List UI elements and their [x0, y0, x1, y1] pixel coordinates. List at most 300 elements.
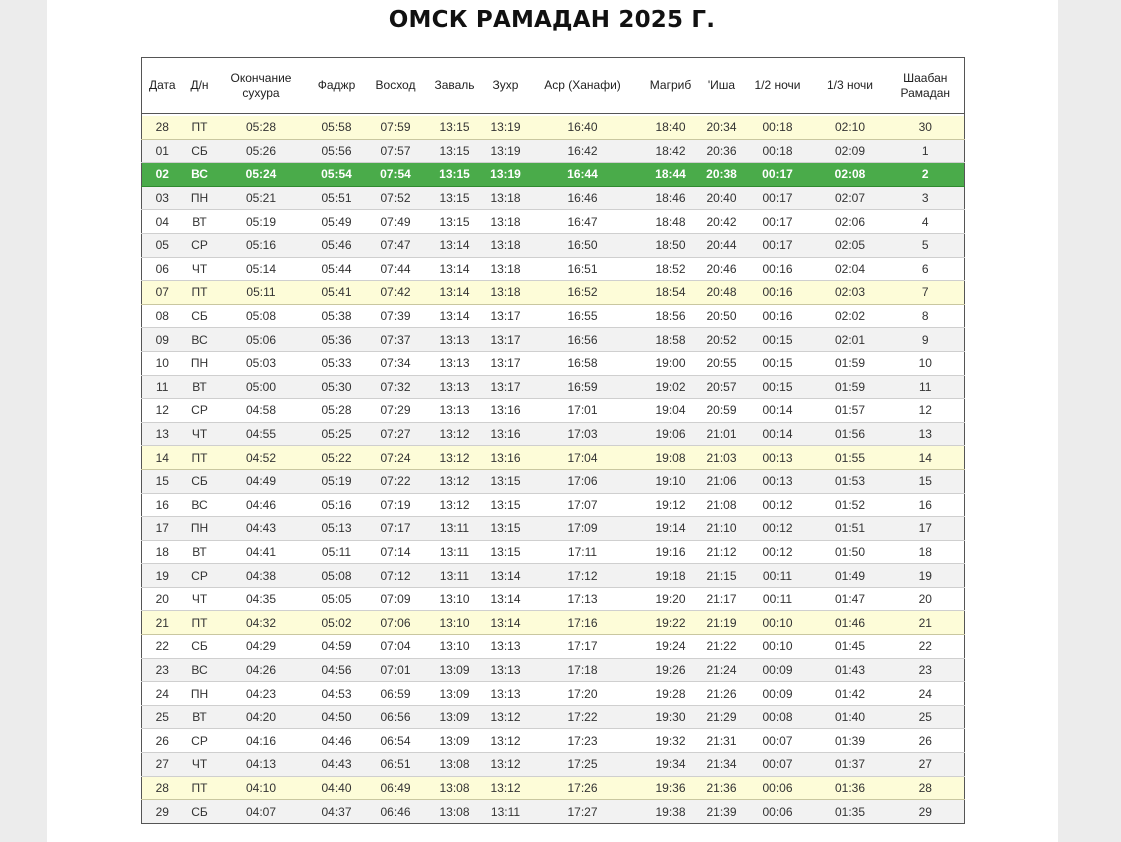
cell-half-night: 00:10 — [742, 611, 814, 635]
cell-fajr: 05:30 — [306, 375, 368, 399]
cell-asr: 17:12 — [526, 564, 640, 588]
cell-weekday: ВТ — [183, 375, 217, 399]
cell-half-night: 00:09 — [742, 658, 814, 682]
cell-weekday: СБ — [183, 139, 217, 163]
cell-isha: 21:17 — [702, 587, 742, 611]
cell-fajr: 04:46 — [306, 729, 368, 753]
cell-fajr: 04:43 — [306, 753, 368, 777]
cell-maghrib: 19:04 — [640, 399, 702, 423]
cell-sunrise: 07:49 — [368, 210, 424, 234]
header-row — [142, 58, 965, 114]
cell-date: 02 — [142, 163, 183, 187]
cell-sunrise: 07:39 — [368, 304, 424, 328]
cell-third-night: 02:08 — [814, 163, 887, 187]
table-row — [142, 446, 965, 470]
cell-maghrib: 18:40 — [640, 116, 702, 139]
cell-isha: 20:52 — [702, 328, 742, 352]
cell-fajr: 04:37 — [306, 800, 368, 824]
cell-half-night: 00:17 — [742, 210, 814, 234]
cell-maghrib: 19:12 — [640, 493, 702, 517]
cell-asr: 16:47 — [526, 210, 640, 234]
cell-date: 26 — [142, 729, 183, 753]
cell-weekday: ВС — [183, 328, 217, 352]
cell-zuhr: 13:18 — [486, 186, 526, 210]
cell-sunrise: 07:34 — [368, 351, 424, 375]
cell-maghrib: 18:52 — [640, 257, 702, 281]
cell-weekday: ВС — [183, 658, 217, 682]
cell-suhur-end: 04:26 — [217, 658, 306, 682]
cell-weekday: ПН — [183, 351, 217, 375]
table-row — [142, 705, 965, 729]
cell-sunrise: 06:46 — [368, 800, 424, 824]
cell-hijri-day: 1 — [887, 139, 965, 163]
cell-half-night: 00:15 — [742, 328, 814, 352]
cell-weekday: ЧТ — [183, 422, 217, 446]
cell-suhur-end: 04:35 — [217, 587, 306, 611]
cell-hijri-day: 24 — [887, 682, 965, 706]
cell-date: 12 — [142, 399, 183, 423]
cell-suhur-end: 05:00 — [217, 375, 306, 399]
cell-zuhr: 13:12 — [486, 729, 526, 753]
cell-zuhr: 13:17 — [486, 304, 526, 328]
cell-isha: 21:24 — [702, 658, 742, 682]
table-row — [142, 753, 965, 777]
header-zuhr: Зухр — [486, 58, 526, 114]
cell-fajr: 05:08 — [306, 564, 368, 588]
cell-maghrib: 19:18 — [640, 564, 702, 588]
cell-suhur-end: 05:06 — [217, 328, 306, 352]
cell-asr: 16:46 — [526, 186, 640, 210]
cell-zawal: 13:11 — [424, 540, 486, 564]
cell-weekday: СБ — [183, 635, 217, 659]
cell-asr: 17:27 — [526, 800, 640, 824]
cell-isha: 21:34 — [702, 753, 742, 777]
cell-zawal: 13:12 — [424, 446, 486, 470]
cell-hijri-day: 3 — [887, 186, 965, 210]
table-row — [142, 399, 965, 423]
cell-asr: 17:03 — [526, 422, 640, 446]
cell-asr: 17:20 — [526, 682, 640, 706]
cell-isha: 21:10 — [702, 517, 742, 541]
cell-zawal: 13:14 — [424, 233, 486, 257]
cell-fajr: 05:44 — [306, 257, 368, 281]
cell-third-night: 01:51 — [814, 517, 887, 541]
cell-maghrib: 19:20 — [640, 587, 702, 611]
cell-sunrise: 07:09 — [368, 587, 424, 611]
cell-hijri-day: 26 — [887, 729, 965, 753]
cell-fajr: 04:56 — [306, 658, 368, 682]
cell-half-night: 00:12 — [742, 517, 814, 541]
cell-sunrise: 07:44 — [368, 257, 424, 281]
cell-half-night: 00:12 — [742, 493, 814, 517]
cell-third-night: 02:02 — [814, 304, 887, 328]
cell-date: 18 — [142, 540, 183, 564]
cell-isha: 21:01 — [702, 422, 742, 446]
cell-hijri-day: 14 — [887, 446, 965, 470]
header-fajr: Фаджр — [306, 58, 368, 114]
cell-asr: 16:44 — [526, 163, 640, 187]
cell-isha: 20:34 — [702, 116, 742, 139]
cell-suhur-end: 05:26 — [217, 139, 306, 163]
cell-maghrib: 18:56 — [640, 304, 702, 328]
cell-hijri-day: 12 — [887, 399, 965, 423]
cell-date: 05 — [142, 233, 183, 257]
header-third-night: 1/3 ночи — [814, 58, 887, 114]
cell-date: 09 — [142, 328, 183, 352]
cell-hijri-day: 10 — [887, 351, 965, 375]
cell-zawal: 13:15 — [424, 186, 486, 210]
cell-weekday: ПТ — [183, 611, 217, 635]
cell-third-night: 01:50 — [814, 540, 887, 564]
cell-half-night: 00:18 — [742, 139, 814, 163]
cell-third-night: 01:59 — [814, 375, 887, 399]
cell-asr: 16:55 — [526, 304, 640, 328]
cell-date: 29 — [142, 800, 183, 824]
cell-date: 01 — [142, 139, 183, 163]
table-row-today — [142, 163, 965, 187]
cell-isha: 20:59 — [702, 399, 742, 423]
table-row — [142, 493, 965, 517]
cell-third-night: 01:45 — [814, 635, 887, 659]
cell-zawal: 13:10 — [424, 587, 486, 611]
cell-suhur-end: 05:19 — [217, 210, 306, 234]
cell-fajr: 05:49 — [306, 210, 368, 234]
cell-asr: 17:26 — [526, 776, 640, 800]
header-half-night: 1/2 ночи — [742, 58, 814, 114]
cell-weekday: ЧТ — [183, 257, 217, 281]
cell-suhur-end: 04:49 — [217, 469, 306, 493]
cell-zuhr: 13:19 — [486, 116, 526, 139]
cell-zawal: 13:11 — [424, 517, 486, 541]
cell-asr: 16:50 — [526, 233, 640, 257]
cell-zawal: 13:08 — [424, 753, 486, 777]
cell-zuhr: 13:18 — [486, 281, 526, 305]
cell-date: 08 — [142, 304, 183, 328]
cell-zuhr: 13:19 — [486, 139, 526, 163]
cell-maghrib: 19:32 — [640, 729, 702, 753]
cell-half-night: 00:10 — [742, 635, 814, 659]
cell-date: 21 — [142, 611, 183, 635]
cell-weekday: СР — [183, 564, 217, 588]
cell-asr: 17:13 — [526, 587, 640, 611]
header-maghrib: Магриб — [640, 58, 702, 114]
cell-weekday: ПТ — [183, 281, 217, 305]
table-row — [142, 776, 965, 800]
table-row — [142, 210, 965, 234]
cell-date: 11 — [142, 375, 183, 399]
cell-weekday: ЧТ — [183, 587, 217, 611]
cell-weekday: ВТ — [183, 705, 217, 729]
cell-suhur-end: 04:10 — [217, 776, 306, 800]
cell-suhur-end: 05:03 — [217, 351, 306, 375]
cell-maghrib: 19:36 — [640, 776, 702, 800]
cell-date: 25 — [142, 705, 183, 729]
cell-sunrise: 07:22 — [368, 469, 424, 493]
cell-half-night: 00:13 — [742, 469, 814, 493]
cell-maghrib: 19:24 — [640, 635, 702, 659]
cell-maghrib: 18:50 — [640, 233, 702, 257]
cell-asr: 17:01 — [526, 399, 640, 423]
cell-sunrise: 06:54 — [368, 729, 424, 753]
cell-half-night: 00:11 — [742, 587, 814, 611]
cell-fajr: 05:28 — [306, 399, 368, 423]
cell-half-night: 00:07 — [742, 729, 814, 753]
cell-third-night: 01:42 — [814, 682, 887, 706]
cell-suhur-end: 05:16 — [217, 233, 306, 257]
cell-maghrib: 19:06 — [640, 422, 702, 446]
table-row — [142, 139, 965, 163]
cell-isha: 20:50 — [702, 304, 742, 328]
cell-sunrise: 07:57 — [368, 139, 424, 163]
cell-zawal: 13:12 — [424, 422, 486, 446]
cell-hijri-day: 7 — [887, 281, 965, 305]
cell-isha: 21:31 — [702, 729, 742, 753]
cell-zawal: 13:13 — [424, 328, 486, 352]
header-isha: 'Иша — [702, 58, 742, 114]
cell-isha: 20:57 — [702, 375, 742, 399]
cell-hijri-day: 23 — [887, 658, 965, 682]
cell-zuhr: 13:16 — [486, 446, 526, 470]
cell-fajr: 04:59 — [306, 635, 368, 659]
cell-weekday: ПН — [183, 186, 217, 210]
cell-asr: 17:11 — [526, 540, 640, 564]
cell-sunrise: 07:27 — [368, 422, 424, 446]
cell-maghrib: 18:46 — [640, 186, 702, 210]
cell-date: 07 — [142, 281, 183, 305]
cell-third-night: 01:40 — [814, 705, 887, 729]
cell-isha: 21:15 — [702, 564, 742, 588]
header-zawal: Заваль — [424, 58, 486, 114]
cell-fajr: 04:40 — [306, 776, 368, 800]
cell-suhur-end: 04:29 — [217, 635, 306, 659]
cell-third-night: 01:35 — [814, 800, 887, 824]
cell-hijri-day: 17 — [887, 517, 965, 541]
table-row — [142, 304, 965, 328]
cell-hijri-day: 27 — [887, 753, 965, 777]
cell-half-night: 00:16 — [742, 304, 814, 328]
cell-sunrise: 06:59 — [368, 682, 424, 706]
table-row — [142, 611, 965, 635]
cell-sunrise: 07:37 — [368, 328, 424, 352]
cell-suhur-end: 04:55 — [217, 422, 306, 446]
cell-hijri-day: 8 — [887, 304, 965, 328]
cell-hijri-day: 29 — [887, 800, 965, 824]
cell-zuhr: 13:14 — [486, 564, 526, 588]
cell-zawal: 13:09 — [424, 682, 486, 706]
cell-isha: 20:38 — [702, 163, 742, 187]
cell-weekday: ВТ — [183, 210, 217, 234]
cell-zuhr: 13:12 — [486, 705, 526, 729]
cell-zuhr: 13:15 — [486, 469, 526, 493]
cell-maghrib: 19:30 — [640, 705, 702, 729]
cell-hijri-day: 2 — [887, 163, 965, 187]
cell-sunrise: 07:54 — [368, 163, 424, 187]
cell-zuhr: 13:13 — [486, 658, 526, 682]
table-row — [142, 328, 965, 352]
cell-zuhr: 13:18 — [486, 257, 526, 281]
cell-asr: 17:07 — [526, 493, 640, 517]
cell-hijri-day: 18 — [887, 540, 965, 564]
cell-sunrise: 07:06 — [368, 611, 424, 635]
cell-hijri-day: 13 — [887, 422, 965, 446]
cell-hijri-day: 16 — [887, 493, 965, 517]
cell-weekday: СР — [183, 233, 217, 257]
cell-isha: 21:36 — [702, 776, 742, 800]
cell-hijri-day: 6 — [887, 257, 965, 281]
cell-asr: 17:22 — [526, 705, 640, 729]
cell-suhur-end: 04:23 — [217, 682, 306, 706]
cell-weekday: ЧТ — [183, 753, 217, 777]
cell-zuhr: 13:19 — [486, 163, 526, 187]
cell-suhur-end: 04:20 — [217, 705, 306, 729]
cell-date: 20 — [142, 587, 183, 611]
cell-weekday: ВС — [183, 493, 217, 517]
cell-maghrib: 19:28 — [640, 682, 702, 706]
cell-half-night: 00:13 — [742, 446, 814, 470]
cell-maghrib: 19:02 — [640, 375, 702, 399]
cell-zawal: 13:12 — [424, 469, 486, 493]
cell-third-night: 02:10 — [814, 116, 887, 139]
cell-maghrib: 18:48 — [640, 210, 702, 234]
cell-zuhr: 13:16 — [486, 399, 526, 423]
cell-zawal: 13:11 — [424, 564, 486, 588]
cell-date: 19 — [142, 564, 183, 588]
cell-suhur-end: 04:41 — [217, 540, 306, 564]
cell-half-night: 00:11 — [742, 564, 814, 588]
cell-third-night: 02:04 — [814, 257, 887, 281]
cell-third-night: 01:37 — [814, 753, 887, 777]
cell-weekday: ПТ — [183, 116, 217, 139]
cell-zawal: 13:09 — [424, 705, 486, 729]
header-suhur-end: Окончание сухура — [217, 58, 306, 114]
cell-zuhr: 13:18 — [486, 210, 526, 234]
cell-maghrib: 18:42 — [640, 139, 702, 163]
cell-third-night: 01:36 — [814, 776, 887, 800]
cell-zuhr: 13:14 — [486, 587, 526, 611]
cell-sunrise: 07:19 — [368, 493, 424, 517]
cell-fajr: 04:53 — [306, 682, 368, 706]
cell-date: 04 — [142, 210, 183, 234]
cell-zawal: 13:10 — [424, 611, 486, 635]
cell-isha: 21:39 — [702, 800, 742, 824]
cell-zawal: 13:09 — [424, 729, 486, 753]
table-row — [142, 186, 965, 210]
cell-sunrise: 07:42 — [368, 281, 424, 305]
cell-sunrise: 06:56 — [368, 705, 424, 729]
cell-third-night: 01:43 — [814, 658, 887, 682]
cell-asr: 17:16 — [526, 611, 640, 635]
cell-isha: 21:03 — [702, 446, 742, 470]
cell-suhur-end: 04:58 — [217, 399, 306, 423]
cell-asr: 17:23 — [526, 729, 640, 753]
cell-maghrib: 19:26 — [640, 658, 702, 682]
cell-third-night: 02:05 — [814, 233, 887, 257]
table-row — [142, 658, 965, 682]
cell-date: 17 — [142, 517, 183, 541]
cell-weekday: СБ — [183, 800, 217, 824]
cell-date: 06 — [142, 257, 183, 281]
cell-suhur-end: 05:24 — [217, 163, 306, 187]
cell-hijri-day: 28 — [887, 776, 965, 800]
table-row — [142, 469, 965, 493]
cell-zuhr: 13:17 — [486, 351, 526, 375]
cell-fajr: 04:50 — [306, 705, 368, 729]
cell-zuhr: 13:12 — [486, 776, 526, 800]
cell-suhur-end: 04:32 — [217, 611, 306, 635]
header-sunrise: Восход — [368, 58, 424, 114]
cell-fajr: 05:16 — [306, 493, 368, 517]
cell-asr: 17:06 — [526, 469, 640, 493]
cell-fajr: 05:19 — [306, 469, 368, 493]
cell-fajr: 05:38 — [306, 304, 368, 328]
cell-asr: 16:42 — [526, 139, 640, 163]
cell-half-night: 00:15 — [742, 375, 814, 399]
cell-isha: 20:46 — [702, 257, 742, 281]
cell-weekday: ВС — [183, 163, 217, 187]
header-asr: Аср (Ханафи) — [526, 58, 640, 114]
cell-weekday: ПТ — [183, 446, 217, 470]
cell-third-night: 01:57 — [814, 399, 887, 423]
cell-half-night: 00:16 — [742, 281, 814, 305]
cell-half-night: 00:07 — [742, 753, 814, 777]
cell-suhur-end: 04:38 — [217, 564, 306, 588]
cell-suhur-end: 05:14 — [217, 257, 306, 281]
cell-date: 10 — [142, 351, 183, 375]
cell-isha: 21:06 — [702, 469, 742, 493]
cell-isha: 21:08 — [702, 493, 742, 517]
cell-zawal: 13:13 — [424, 351, 486, 375]
cell-third-night: 01:49 — [814, 564, 887, 588]
cell-zawal: 13:13 — [424, 375, 486, 399]
cell-sunrise: 07:12 — [368, 564, 424, 588]
cell-hijri-day: 4 — [887, 210, 965, 234]
cell-hijri-day: 15 — [887, 469, 965, 493]
cell-isha: 21:29 — [702, 705, 742, 729]
table-row — [142, 351, 965, 375]
cell-zuhr: 13:11 — [486, 800, 526, 824]
cell-sunrise: 07:24 — [368, 446, 424, 470]
table-row — [142, 587, 965, 611]
cell-zawal: 13:13 — [424, 399, 486, 423]
cell-isha: 21:19 — [702, 611, 742, 635]
cell-suhur-end: 04:52 — [217, 446, 306, 470]
cell-suhur-end: 04:16 — [217, 729, 306, 753]
cell-hijri-day: 19 — [887, 564, 965, 588]
cell-sunrise: 07:52 — [368, 186, 424, 210]
cell-third-night: 02:01 — [814, 328, 887, 352]
cell-fajr: 05:02 — [306, 611, 368, 635]
cell-suhur-end: 05:08 — [217, 304, 306, 328]
cell-maghrib: 19:08 — [640, 446, 702, 470]
cell-third-night: 01:52 — [814, 493, 887, 517]
header-date: Дата — [142, 58, 183, 114]
table-row — [142, 233, 965, 257]
cell-hijri-day: 9 — [887, 328, 965, 352]
cell-suhur-end: 05:11 — [217, 281, 306, 305]
cell-date: 27 — [142, 753, 183, 777]
cell-maghrib: 19:16 — [640, 540, 702, 564]
cell-fajr: 05:11 — [306, 540, 368, 564]
cell-zuhr: 13:15 — [486, 493, 526, 517]
table-row — [142, 281, 965, 305]
cell-maghrib: 18:44 — [640, 163, 702, 187]
cell-suhur-end: 05:28 — [217, 116, 306, 139]
cell-isha: 21:26 — [702, 682, 742, 706]
cell-third-night: 01:47 — [814, 587, 887, 611]
cell-weekday: ПН — [183, 682, 217, 706]
cell-third-night: 01:53 — [814, 469, 887, 493]
cell-maghrib: 18:54 — [640, 281, 702, 305]
